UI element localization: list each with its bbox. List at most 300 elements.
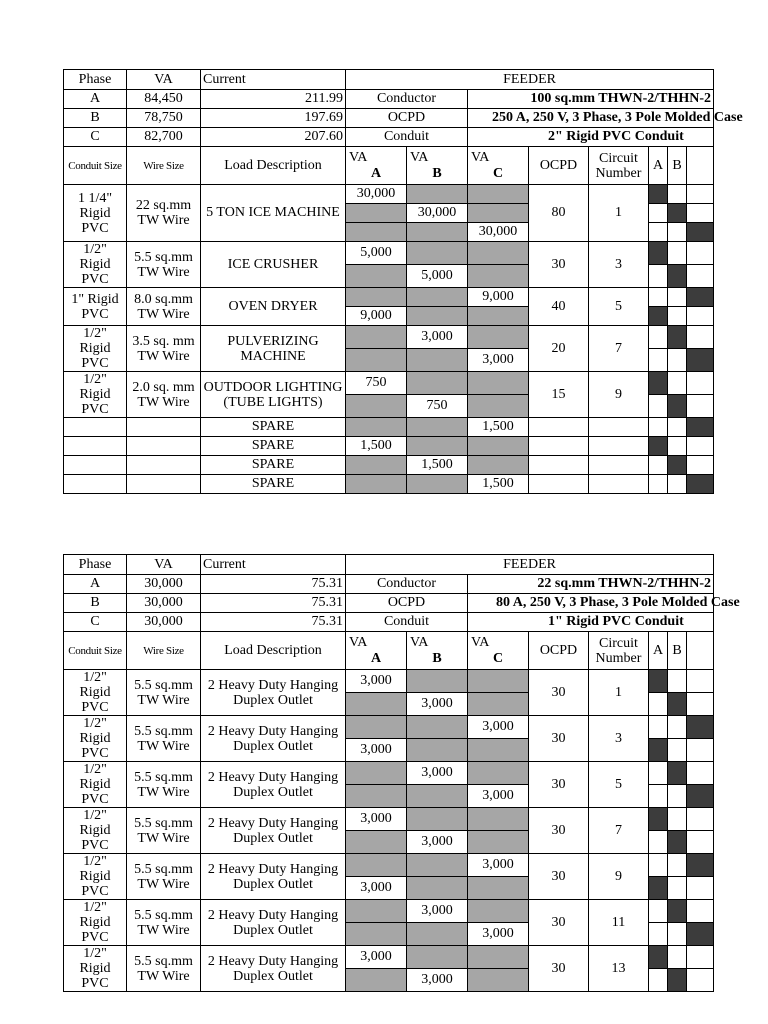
va-a-cell [346,204,407,223]
circuit-number-cell [589,456,649,475]
column-header-row [64,632,714,670]
va-b-cell [407,437,468,456]
va-b-cell [407,242,468,265]
conduit-size-cell: 1/2" Rigid PVC [64,946,127,992]
pole-b-marker [668,418,687,437]
pole-a-marker [649,969,668,992]
pole-b-marker [668,223,687,242]
ocpd-cell: 30 [529,670,589,716]
pole-c-marker [687,475,714,494]
ocpd-cell: 30 [529,946,589,992]
circuit-number-cell: 9 [589,854,649,900]
circuit-number-cell [589,418,649,437]
pole-c-marker [687,265,714,288]
va-a-cell [346,854,407,877]
pole-c-header [687,147,714,185]
va-b-cell [407,185,468,204]
va-b-cell [407,877,468,900]
ocpd-cell: 30 [529,854,589,900]
va-b-cell [407,808,468,831]
conduit-size-header: Conduit Size [64,147,127,185]
circuit-row [64,242,714,265]
feeder-ocpd-label: OCPD [346,109,468,128]
spare-row [64,437,714,456]
pole-b-marker [668,923,687,946]
va-a-cell [346,288,407,307]
circuit-number-cell: 1 [589,670,649,716]
ocpd-cell: 30 [529,716,589,762]
pole-c-marker [687,969,714,992]
summary-phase: B [64,109,127,128]
conduit-size-cell [64,418,127,437]
pole-b-marker [668,739,687,762]
va-c-cell [468,265,529,288]
va-a-cell: 1,500 [346,437,407,456]
va-c-cell [468,372,529,395]
summary-current: 197.69 [201,109,346,128]
column-header-row [64,147,714,185]
wire-size-cell: 2.0 sq. mm TW Wire [127,372,201,418]
summary-va: 30,000 [127,575,201,594]
va-a-cell [346,395,407,418]
va-a-cell [346,223,407,242]
load-description-cell: SPARE [201,418,346,437]
pole-c-marker [687,739,714,762]
pole-c-marker [687,854,714,877]
va-a-cell: 9,000 [346,307,407,326]
va-b-cell [407,418,468,437]
va-c-cell: 3,000 [468,854,529,877]
pole-c-marker [687,395,714,418]
summary-phase: B [64,594,127,613]
summary-row [64,575,714,594]
va-a-cell [346,326,407,349]
va-a-cell [346,969,407,992]
va-c-cell: 3,000 [468,716,529,739]
pole-b-marker [668,693,687,716]
pole-c-header [687,632,714,670]
pole-c-marker [687,808,714,831]
circuit-row [64,670,714,693]
va-b-cell: 3,000 [407,326,468,349]
ocpd-cell [529,418,589,437]
pole-a-marker [649,693,668,716]
va-c-cell: 3,000 [468,923,529,946]
va-b-cell: 750 [407,395,468,418]
pole-c-marker [687,456,714,475]
ocpd-cell: 30 [529,900,589,946]
pole-b-marker [668,877,687,900]
ocpd-cell [529,456,589,475]
pole-a-marker [649,223,668,242]
va-a-cell: 3,000 [346,670,407,693]
va-a-cell: 3,000 [346,808,407,831]
pole-a-marker [649,900,668,923]
summary-va: 30,000 [127,594,201,613]
conduit-size-cell: 1/2" Rigid PVC [64,716,127,762]
ocpd-cell [529,437,589,456]
pole-b-marker [668,349,687,372]
va-c-cell [468,437,529,456]
panel-schedule-table-1 [63,69,743,494]
va-c-cell [468,808,529,831]
va-c-cell: 1,500 [468,418,529,437]
pole-a-marker [649,762,668,785]
pole-a-marker [649,349,668,372]
pole-a-marker [649,326,668,349]
va-a-cell [346,265,407,288]
wire-size-cell: 5.5 sq.mm TW Wire [127,242,201,288]
va-b-cell [407,739,468,762]
summary-current: 207.60 [201,128,346,147]
pole-a-marker [649,785,668,808]
conduit-size-cell: 1" Rigid PVC [64,288,127,326]
wire-size-header: Wire Size [127,147,201,185]
wire-size-cell [127,475,201,494]
va-a-cell: 3,000 [346,946,407,969]
va-b-cell: 3,000 [407,900,468,923]
pole-a-marker [649,854,668,877]
va-c-cell: 1,500 [468,475,529,494]
va-label: VA [410,149,429,165]
phase-c-label: C [492,650,504,666]
load-description-cell: OVEN DRYER [201,288,346,326]
conduit-size-header: Conduit Size [64,632,127,670]
feeder-conduit-value: 1" Rigid PVC Conduit [468,613,714,632]
pole-c-marker [687,372,714,395]
va-a-cell [346,475,407,494]
pole-c-marker [687,946,714,969]
summary-row [64,109,714,128]
summary-va: 78,750 [127,109,201,128]
pole-c-marker [687,762,714,785]
feeder-conduit-label: Conduit [346,128,468,147]
pole-a-header: A [649,632,668,670]
va-b-cell [407,785,468,808]
phase-header: Phase [64,555,127,575]
va-c-cell [468,456,529,475]
va-c-cell [468,242,529,265]
circuit-row [64,946,714,969]
load-description-cell: 2 Heavy Duty Hanging Duplex Outlet [201,946,346,992]
ocpd-cell: 30 [529,808,589,854]
va-c-cell [468,877,529,900]
va-b-cell: 5,000 [407,265,468,288]
load-description-header: Load Description [201,632,346,670]
pole-b-marker [668,326,687,349]
va-a-cell [346,900,407,923]
circuit-row [64,372,714,395]
summary-current: 75.31 [201,575,346,594]
pole-a-marker [649,372,668,395]
va-b-cell [407,288,468,307]
va-c-cell [468,204,529,223]
summary-header-row [64,70,714,90]
va-c-cell: 3,000 [468,785,529,808]
conduit-size-cell: 1 1/4" Rigid PVC [64,185,127,242]
va-a-cell: 3,000 [346,877,407,900]
va-c-cell [468,395,529,418]
va-a-cell [346,693,407,716]
va-c-cell [468,831,529,854]
wire-size-cell: 5.5 sq.mm TW Wire [127,808,201,854]
va-b-cell: 30,000 [407,204,468,223]
conduit-size-cell [64,475,127,494]
ocpd-header: OCPD [529,632,589,670]
va-a-cell: 750 [346,372,407,395]
pole-c-marker [687,418,714,437]
conduit-size-cell: 1/2" Rigid PVC [64,326,127,372]
pole-b-header: B [668,147,687,185]
va-b-cell: 3,000 [407,831,468,854]
wire-size-cell: 5.5 sq.mm TW Wire [127,946,201,992]
circuit-row [64,185,714,204]
panel-schedule-table-2 [63,554,740,992]
va-a-cell [346,456,407,475]
circuit-number-header: Circuit Number [589,632,649,670]
va-c-cell [468,185,529,204]
feeder-conductor-value: 22 sq.mm THWN-2/THHN-2 [468,575,714,594]
pole-c-marker [687,326,714,349]
va-b-cell [407,670,468,693]
circuit-number-cell: 13 [589,946,649,992]
pole-a-marker [649,831,668,854]
va-label: VA [349,634,368,650]
va-a-cell [346,831,407,854]
summary-va: 82,700 [127,128,201,147]
conduit-size-cell: 1/2" Rigid PVC [64,808,127,854]
pole-b-marker [668,946,687,969]
va-c-cell [468,900,529,923]
ocpd-cell: 30 [529,762,589,808]
va-b-cell [407,946,468,969]
circuit-row [64,808,714,831]
ocpd-header: OCPD [529,147,589,185]
load-description-cell: 2 Heavy Duty Hanging Duplex Outlet [201,854,346,900]
va-b-cell [407,475,468,494]
load-description-cell: 2 Heavy Duty Hanging Duplex Outlet [201,900,346,946]
pole-a-header: A [649,147,668,185]
pole-a-marker [649,877,668,900]
va-a-cell [346,716,407,739]
load-description-cell: SPARE [201,456,346,475]
load-description-cell: 5 TON ICE MACHINE [201,185,346,242]
va-c-cell [468,946,529,969]
phase-b-label: B [432,650,442,666]
va-a-cell [346,762,407,785]
pole-b-marker [668,185,687,204]
pole-a-marker [649,923,668,946]
pole-b-marker [668,265,687,288]
summary-va: 30,000 [127,613,201,632]
feeder-conductor-label: Conductor [346,575,468,594]
summary-row [64,90,714,109]
feeder-header: FEEDER [346,70,714,90]
va-b-cell [407,349,468,372]
pole-b-marker [668,288,687,307]
pole-a-marker [649,265,668,288]
va-b-cell [407,716,468,739]
va-b-header [407,632,468,670]
pole-b-marker [668,716,687,739]
pole-b-marker [668,831,687,854]
ocpd-cell: 15 [529,372,589,418]
pole-b-marker [668,969,687,992]
wire-size-cell: 5.5 sq.mm TW Wire [127,854,201,900]
va-b-cell [407,854,468,877]
feeder-ocpd-label: OCPD [346,594,468,613]
phase-a-label: A [370,165,382,181]
phase-a-label: A [370,650,382,666]
phase-c-label: C [492,165,504,181]
load-description-cell: OUTDOOR LIGHTING (TUBE LIGHTS) [201,372,346,418]
va-c-cell [468,326,529,349]
circuit-number-cell: 7 [589,326,649,372]
load-description-cell: 2 Heavy Duty Hanging Duplex Outlet [201,762,346,808]
va-c-cell [468,670,529,693]
pole-a-marker [649,395,668,418]
va-a-header [346,632,407,670]
va-b-cell: 3,000 [407,969,468,992]
conduit-size-cell: 1/2" Rigid PVC [64,242,127,288]
summary-row [64,594,714,613]
circuit-row [64,288,714,307]
va-header: VA [127,555,201,575]
circuit-number-cell [589,475,649,494]
pole-c-marker [687,349,714,372]
summary-row [64,613,714,632]
wire-size-cell: 8.0 sq.mm TW Wire [127,288,201,326]
circuit-row [64,326,714,349]
va-c-cell: 9,000 [468,288,529,307]
va-c-cell [468,739,529,762]
va-a-cell [346,923,407,946]
pole-a-marker [649,670,668,693]
summary-phase: A [64,90,127,109]
summary-current: 75.31 [201,613,346,632]
va-b-cell: 3,000 [407,693,468,716]
pole-a-marker [649,739,668,762]
va-b-cell: 1,500 [407,456,468,475]
circuit-number-cell: 1 [589,185,649,242]
va-label: VA [471,634,490,650]
pole-c-marker [687,204,714,223]
pole-a-marker [649,185,668,204]
wire-size-cell: 3.5 sq. mm TW Wire [127,326,201,372]
spare-row [64,418,714,437]
summary-phase: C [64,613,127,632]
conduit-size-cell: 1/2" Rigid PVC [64,854,127,900]
pole-c-marker [687,831,714,854]
circuit-number-cell: 5 [589,762,649,808]
va-c-header [468,632,529,670]
pole-a-marker [649,307,668,326]
va-a-cell: 5,000 [346,242,407,265]
pole-a-marker [649,418,668,437]
conduit-size-cell: 1/2" Rigid PVC [64,372,127,418]
pole-a-marker [649,288,668,307]
pole-a-marker [649,456,668,475]
pole-c-marker [687,693,714,716]
pole-a-marker [649,808,668,831]
load-description-cell: SPARE [201,475,346,494]
phase-b-label: B [432,165,442,181]
conduit-size-cell [64,437,127,456]
circuit-row [64,762,714,785]
load-description-cell: 2 Heavy Duty Hanging Duplex Outlet [201,716,346,762]
va-a-cell [346,785,407,808]
va-c-cell: 3,000 [468,349,529,372]
load-description-header: Load Description [201,147,346,185]
va-a-cell: 3,000 [346,739,407,762]
va-c-cell [468,307,529,326]
ocpd-cell: 30 [529,242,589,288]
conduit-size-cell: 1/2" Rigid PVC [64,670,127,716]
pole-c-marker [687,716,714,739]
summary-current: 75.31 [201,594,346,613]
circuit-number-cell: 7 [589,808,649,854]
summary-phase: A [64,575,127,594]
pole-c-marker [687,877,714,900]
circuit-number-cell [589,437,649,456]
va-label: VA [410,634,429,650]
pole-b-marker [668,475,687,494]
pole-a-marker [649,204,668,223]
feeder-ocpd-value: 80 A, 250 V, 3 Phase, 3 Pole Molded Case [468,594,714,613]
current-header: Current [201,555,346,575]
pole-b-marker [668,808,687,831]
va-a-cell [346,418,407,437]
va-c-cell [468,969,529,992]
pole-c-marker [687,223,714,242]
va-b-cell [407,223,468,242]
pole-c-marker [687,288,714,307]
wire-size-cell: 5.5 sq.mm TW Wire [127,762,201,808]
circuit-row [64,716,714,739]
wire-size-cell [127,418,201,437]
pole-c-marker [687,670,714,693]
feeder-conduit-value: 2" Rigid PVC Conduit [468,128,714,147]
circuit-row [64,854,714,877]
current-header: Current [201,70,346,90]
wire-size-cell: 5.5 sq.mm TW Wire [127,670,201,716]
load-description-cell: SPARE [201,437,346,456]
va-b-header [407,147,468,185]
pole-b-marker [668,762,687,785]
pole-a-marker [649,242,668,265]
va-b-cell [407,372,468,395]
load-description-cell: ICE CRUSHER [201,242,346,288]
pole-b-marker [668,204,687,223]
ocpd-cell: 40 [529,288,589,326]
pole-b-marker [668,785,687,808]
pole-c-marker [687,923,714,946]
pole-b-marker [668,900,687,923]
circuit-number-cell: 3 [589,716,649,762]
pole-b-header: B [668,632,687,670]
feeder-header: FEEDER [346,555,714,575]
va-a-cell: 30,000 [346,185,407,204]
pole-b-marker [668,854,687,877]
pole-b-marker [668,456,687,475]
va-b-cell: 3,000 [407,762,468,785]
summary-header-row [64,555,714,575]
spare-row [64,475,714,494]
va-label: VA [471,149,490,165]
wire-size-cell [127,456,201,475]
pole-a-marker [649,946,668,969]
summary-current: 211.99 [201,90,346,109]
